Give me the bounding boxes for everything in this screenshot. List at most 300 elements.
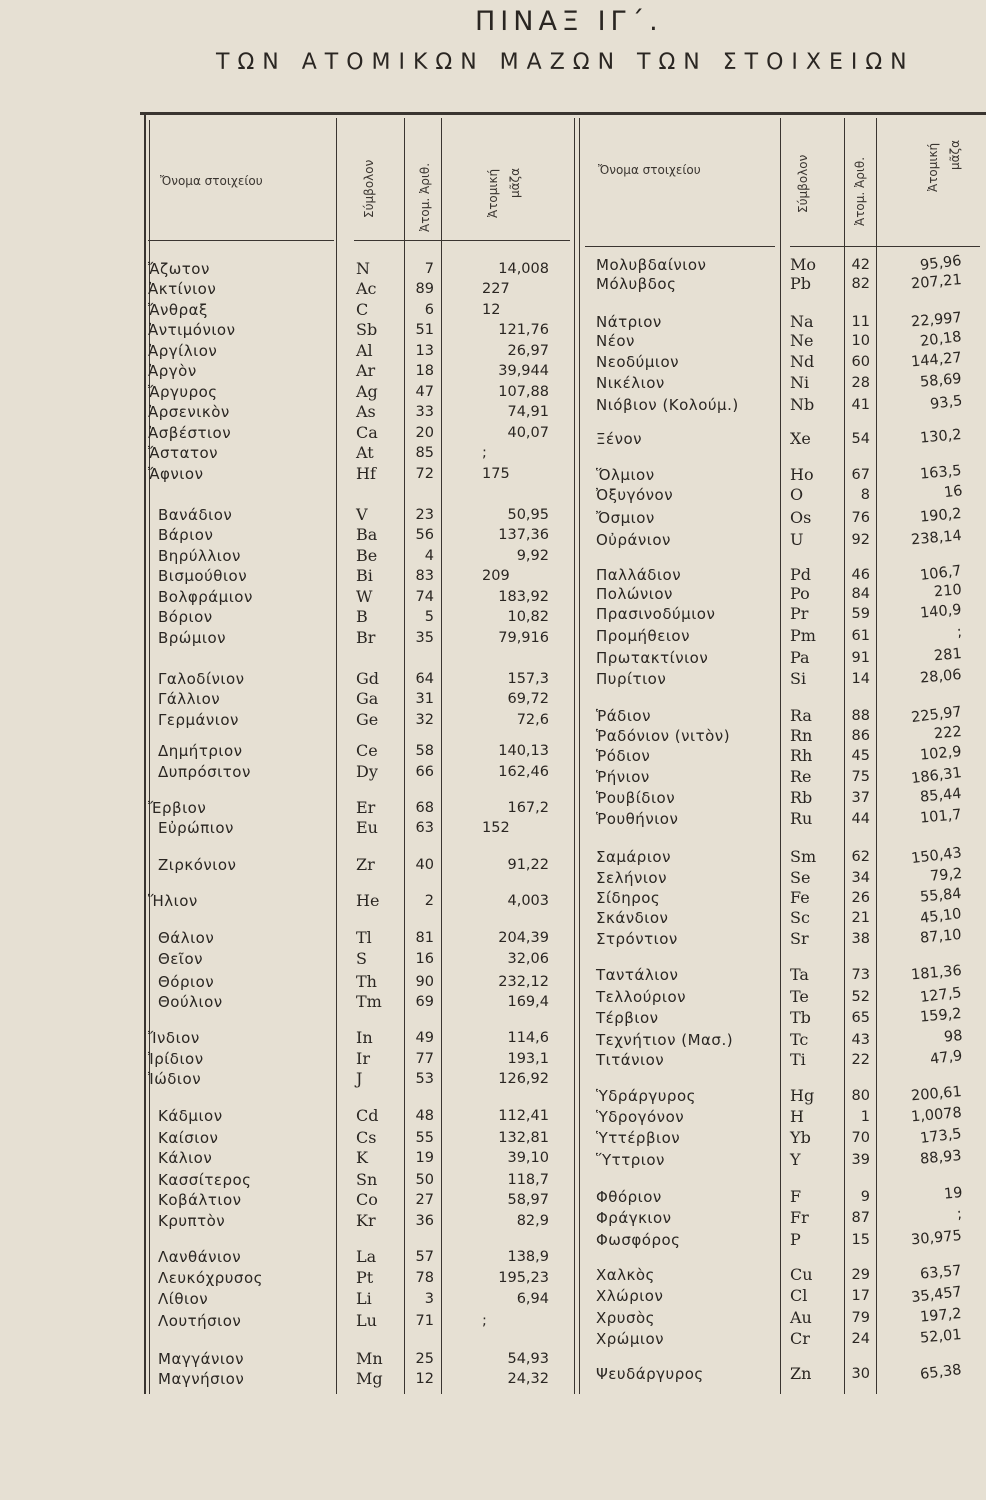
atomic-number: 55 [415,1130,434,1146]
atomic-mass: 126,92 [498,1071,549,1087]
atomic-number: 58 [415,743,434,759]
element-name: Φθόριον [596,1188,662,1206]
atomic-number: 12 [415,1371,434,1387]
element-symbol: Pb [790,274,812,293]
element-symbol: Sm [790,847,817,866]
atomic-number: 17 [851,1288,870,1304]
element-symbol: Br [356,628,376,647]
element-name: Ῥουβίδιον [596,789,676,807]
atomic-number: 33 [415,404,434,420]
atomic-number: 88 [851,708,870,724]
element-symbol: V [356,505,368,524]
atomic-number: 89 [415,281,434,297]
header-mass-right-1: Ἀτομική [926,142,940,192]
header-mass-right-2: μᾶζα [948,140,962,170]
element-symbol: Se [790,868,811,887]
element-name: Σκάνδιον [596,909,669,927]
atomic-number: 30 [851,1366,870,1382]
atomic-mass: 190,2 [919,506,963,526]
atomic-mass: 130,2 [919,427,963,447]
atomic-number: 22 [851,1052,870,1068]
atomic-mass: 22,997 [910,310,963,331]
element-symbol: At [356,443,374,462]
element-symbol: Ba [356,525,378,544]
atomic-mass: ; [482,445,487,461]
atomic-mass: 58,69 [919,371,963,391]
element-name: Ψευδάργυρος [596,1365,704,1383]
element-symbol: Kr [356,1211,376,1230]
atomic-mass: 152 [482,820,510,836]
atomic-mass: 74,91 [507,404,549,420]
element-name: Δημήτριον [158,742,243,760]
atomic-mass: 6,94 [516,1291,549,1307]
atomic-mass: 65,38 [919,1362,963,1384]
element-symbol: Ag [356,382,378,401]
atomic-number: 1 [860,1109,870,1125]
page-subtitle: ΤΩΝ ΑΤΟΜΙΚΩΝ ΜΑΖΩΝ ΤΩΝ ΣΤΟΙΧΕΙΩΝ [216,50,915,75]
atomic-number: 29 [851,1267,870,1283]
atomic-mass: 47,9 [928,1048,963,1068]
element-name: Κοβάλτιον [158,1191,242,1209]
atomic-mass: 4,003 [507,893,549,909]
atomic-number: 25 [415,1351,434,1367]
element-symbol: Cu [790,1265,813,1284]
atomic-mass: 238,14 [910,528,963,549]
element-name: Πρωτακτίνιον [596,649,709,667]
atomic-number: 49 [415,1030,434,1046]
atomic-mass: 58,97 [507,1192,549,1208]
element-name: Ἀρσενικὸν [148,403,230,421]
atomic-number: 78 [415,1270,434,1286]
atomic-number: 82 [851,276,870,292]
page-title: ΠΙΝΑΞ ΙΓ΄. [475,6,663,37]
atomic-number: 3 [424,1291,434,1307]
atomic-number: 52 [851,989,870,1005]
atomic-mass: 45,10 [919,906,963,928]
element-symbol: Mn [356,1349,383,1368]
atomic-mass: 181,36 [910,963,963,984]
atomic-mass: 20,18 [919,329,963,351]
col-line-number-left [404,118,405,1394]
element-name: Ὄσμιον [596,509,655,527]
element-name: Θάλιον [158,929,215,947]
element-name: Ὑδρογόνον [596,1108,685,1126]
atomic-mass: ; [956,624,963,641]
element-symbol: Po [790,584,810,603]
atomic-mass: 204,39 [498,930,549,946]
atomic-mass: 144,27 [910,350,963,371]
atomic-mass: 118,7 [507,1172,549,1188]
atomic-number: 35 [415,630,434,646]
element-symbol: Xe [790,429,811,448]
element-name: Ξένον [596,430,643,448]
element-name: Νεοδύμιον [596,353,680,371]
element-name: Προμήθειον [596,627,690,645]
atomic-number: 54 [851,431,870,447]
atomic-number: 90 [415,974,434,990]
atomic-number: 92 [851,532,870,548]
atomic-mass: 30,975 [910,1228,963,1249]
element-symbol: Os [790,508,812,527]
element-name: Χρώμιον [596,1330,665,1348]
element-symbol: H [790,1107,804,1126]
element-name: Ὑττέρβιον [596,1129,681,1147]
element-name: Ταντάλιον [596,966,679,984]
header-number-right: Ἀτομ. Ἀριθ. [853,156,867,226]
element-name: Πρασινοδύμιον [596,605,716,623]
atomic-mass: 195,23 [498,1270,549,1286]
atomic-number: 21 [851,910,870,926]
element-name: Λανθάνιον [158,1248,242,1266]
atomic-mass: 114,6 [507,1030,549,1046]
atomic-mass: 69,72 [507,691,549,707]
col-line-symbol-right [780,118,781,1394]
element-name: Βόριον [158,608,213,626]
element-symbol: Si [790,669,807,688]
element-name: Λουτήσιον [158,1312,242,1330]
element-name: Σίδηρος [596,889,661,907]
atomic-number: 41 [851,397,870,413]
atomic-mass: 207,21 [910,272,963,293]
element-symbol: La [356,1247,377,1266]
element-symbol: W [356,587,373,606]
element-symbol: Ti [790,1050,806,1069]
atomic-mass: 157,3 [507,671,549,687]
element-symbol: He [356,891,380,910]
header-rule-left [148,240,334,241]
element-name: Πολώνιον [596,585,673,603]
atomic-number: 66 [415,764,434,780]
element-name: Λίθιον [158,1290,209,1308]
element-symbol: S [356,949,367,968]
element-symbol: Ru [790,809,813,828]
atomic-number: 63 [415,820,434,836]
element-name: Ῥόδιον [596,747,651,765]
element-symbol: Fr [790,1208,809,1227]
element-name: Θούλιον [158,993,223,1011]
atomic-mass: 52,01 [919,1327,963,1347]
atomic-mass: 87,10 [919,927,963,947]
atomic-mass: 227 [482,281,510,297]
element-symbol: Th [356,972,377,991]
atomic-number: 43 [851,1032,870,1048]
element-name: Ἔρβιον [148,799,207,817]
atomic-number: 74 [415,589,434,605]
atomic-number: 81 [415,930,434,946]
atomic-number: 31 [415,691,434,707]
atomic-number: 83 [415,568,434,584]
atomic-number: 5 [424,609,434,625]
col-line-center-b [579,118,580,1394]
atomic-mass: 200,61 [910,1084,963,1105]
atomic-mass: 14,008 [498,261,549,277]
atomic-number: 57 [415,1249,434,1265]
header-mass-left-2: μᾶζα [508,168,522,198]
atomic-mass: 79,916 [498,630,549,646]
atomic-number: 86 [851,728,870,744]
atomic-mass: 63,57 [919,1263,963,1283]
element-symbol: Y [790,1150,801,1169]
atomic-number: 69 [415,994,434,1010]
atomic-number: 19 [415,1150,434,1166]
atomic-number: 76 [851,510,870,526]
element-symbol: Fe [790,888,810,907]
element-symbol: J [356,1069,363,1088]
atomic-mass: 39,944 [498,363,549,379]
header-name-right: Ὄνομα στοιχείου [598,163,701,177]
atomic-number: 56 [415,527,434,543]
atomic-mass: 186,31 [910,765,963,788]
atomic-number: 79 [851,1310,870,1326]
atomic-mass: ; [482,1313,487,1329]
atomic-mass: 55,84 [919,886,963,906]
element-symbol: U [790,530,804,549]
element-symbol: Pd [790,565,812,584]
element-name: Κασσίτερος [158,1171,252,1189]
atomic-mass: 32,06 [507,951,549,967]
element-name: Θόριον [158,973,215,991]
element-name: Κάλιον [158,1149,213,1167]
element-symbol: Rn [790,726,813,745]
atomic-number: 73 [851,967,870,983]
header-symbol-left: Σύμβολον [362,159,376,218]
atomic-number: 85 [415,445,434,461]
atomic-mass: 140,13 [498,743,549,759]
element-symbol: Te [790,987,809,1006]
header-rule-right-2 [790,246,980,247]
atomic-mass: 209 [482,568,510,584]
atomic-number: 72 [415,466,434,482]
header-number-left: Ἀτομ. Ἀριθ. [418,162,432,232]
atomic-number: 28 [851,375,870,391]
atomic-number: 39 [851,1152,870,1168]
atomic-mass: ; [956,1206,963,1223]
atomic-number: 84 [851,586,870,602]
element-symbol: Ga [356,689,379,708]
element-name: Γάλλιον [158,690,221,708]
atomic-mass: 150,43 [910,845,963,868]
element-name: Νικέλιον [596,374,665,392]
header-rule-left-2 [354,240,570,241]
element-symbol: Ni [790,373,810,392]
element-symbol: Be [356,546,378,565]
atomic-number: 46 [851,567,870,583]
element-name: Χαλκὸς [596,1266,655,1284]
element-name: Γερμάνιον [158,711,239,729]
element-symbol: Au [790,1308,812,1327]
element-name: Δυπρόσιτον [158,763,251,781]
atomic-mass: 137,36 [498,527,549,543]
atomic-number: 64 [415,671,434,687]
atomic-number: 60 [851,354,870,370]
element-name: Τιτάνιον [596,1051,665,1069]
atomic-number: 9 [860,1189,870,1205]
atomic-number: 18 [415,363,434,379]
element-symbol: Ne [790,331,814,350]
atomic-mass: 140,9 [919,602,963,622]
atomic-mass: 19 [942,1185,963,1203]
atomic-mass: 225,97 [910,704,963,727]
element-name: Εὐρώπιον [158,819,234,837]
element-name: Χλώριον [596,1287,664,1305]
element-name: Νιόβιον (Κολούμ.) [596,396,739,414]
atomic-number: 45 [851,748,870,764]
element-symbol: Gd [356,669,380,688]
element-symbol: K [356,1148,368,1167]
element-name: Θεῖον [158,950,204,968]
element-symbol: Tc [790,1030,809,1049]
element-name: Ἄργυρος [148,383,218,401]
atomic-mass: 85,44 [919,786,963,806]
element-name: Ἰρίδιον [148,1050,204,1068]
element-symbol: Lu [356,1311,377,1330]
atomic-number: 26 [851,890,870,906]
atomic-mass: 138,9 [507,1249,549,1265]
element-symbol: Ho [790,465,814,484]
element-name: Στρόντιον [596,930,678,948]
atomic-mass: 72,6 [516,712,549,728]
atomic-mass: 102,9 [919,744,963,764]
atomic-mass: 24,32 [507,1371,549,1387]
atomic-number: 8 [860,487,870,503]
element-name: Τελλούριον [596,988,687,1006]
atomic-mass: 10,82 [507,609,549,625]
element-name: Βάριον [158,526,214,544]
atomic-mass: 95,96 [919,253,963,275]
atomic-mass: 169,4 [507,994,549,1010]
atomic-number: 68 [415,800,434,816]
element-symbol: Tl [356,928,372,947]
atomic-number: 77 [415,1051,434,1067]
element-symbol: Cs [356,1128,377,1147]
element-symbol: N [356,259,370,278]
element-name: Ῥουθήνιον [596,810,679,828]
atomic-number: 59 [851,606,870,622]
element-symbol: Al [356,341,373,360]
atomic-number: 80 [851,1088,870,1104]
header-name-left: Ὄνομα στοιχείου [160,174,263,188]
atomic-mass: 159,2 [919,1006,963,1026]
atomic-number: 24 [851,1331,870,1347]
element-symbol: Sn [356,1170,378,1189]
element-name: Ἥλιον [148,892,198,910]
atomic-mass: 9,92 [516,548,549,564]
atomic-mass: 167,2 [507,800,549,816]
element-symbol: Na [790,312,814,331]
element-symbol: Dy [356,762,378,781]
element-name: Ἀργὸν [148,362,197,380]
atomic-mass: 163,5 [919,463,963,483]
atomic-number: 65 [851,1010,870,1026]
element-name: Μόλυβδος [596,275,677,293]
element-name: Βρώμιον [158,629,227,647]
atomic-number: 61 [851,628,870,644]
element-symbol: Pt [356,1268,374,1287]
element-symbol: Rb [790,788,813,807]
atomic-mass: 193,1 [507,1051,549,1067]
atomic-mass: 35,457 [910,1284,963,1307]
atomic-mass: 106,7 [919,563,963,585]
element-symbol: Ca [356,423,378,442]
element-symbol: Zr [356,855,375,874]
col-line-number-right [844,118,845,1394]
element-symbol: F [790,1187,802,1206]
element-name: Ζιρκόνιον [158,856,237,874]
atomic-number: 38 [851,931,870,947]
atomic-number: 44 [851,811,870,827]
atomic-mass: 82,9 [516,1213,549,1229]
atomic-mass: 222 [933,724,963,743]
element-symbol: Nb [790,395,815,414]
element-name: Σαμάριον [596,848,671,866]
element-symbol: Ce [356,741,378,760]
atomic-number: 70 [851,1130,870,1146]
atomic-mass: 12 [482,302,501,318]
atomic-mass: 112,41 [498,1108,549,1124]
element-symbol: Re [790,767,812,786]
element-symbol: Sb [356,320,378,339]
atomic-number: 7 [424,261,434,277]
atomic-mass: 93,5 [928,393,963,413]
element-name: Μαγγάνιον [158,1350,244,1368]
atomic-number: 4 [424,548,434,564]
element-symbol: Bi [356,566,373,585]
atomic-mass: 232,12 [498,974,549,990]
atomic-mass: 98 [942,1028,963,1046]
element-name: Σελήνιον [596,869,667,887]
element-symbol: Sc [790,908,810,927]
element-symbol: Tb [790,1008,811,1027]
atomic-number: 15 [851,1232,870,1248]
element-name: Φράγκιον [596,1209,672,1227]
element-symbol: Eu [356,818,378,837]
atomic-mass: 26,97 [507,343,549,359]
element-symbol: Ar [356,361,376,380]
element-symbol: O [790,485,804,504]
header-rule-right [585,246,775,247]
element-name: Τεχνήτιον (Μασ.) [596,1031,734,1049]
atomic-number: 23 [415,507,434,523]
element-name: Ῥήνιον [596,768,650,786]
atomic-mass: 173,5 [919,1126,963,1148]
element-symbol: Cl [790,1286,808,1305]
element-symbol: Ir [356,1049,370,1068]
atomic-mass: 197,2 [919,1306,963,1326]
atomic-number: 91 [851,650,870,666]
atomic-number: 32 [415,712,434,728]
atomic-mass: 121,76 [498,322,549,338]
element-symbol: Li [356,1289,372,1308]
element-name: Βισμούθιον [158,567,248,585]
atomic-number: 36 [415,1213,434,1229]
atomic-mass: 28,06 [919,667,963,687]
element-name: Κάδμιον [158,1107,223,1125]
header-mass-left-1: Ἀτομική [486,168,500,218]
atomic-number: 47 [415,384,434,400]
atomic-mass: 183,92 [498,589,549,605]
element-symbol: Pr [790,604,809,623]
atomic-mass: 162,46 [498,764,549,780]
element-symbol: In [356,1028,373,1047]
element-name: Ἄζωτον [148,260,210,278]
col-line-center-a [574,118,575,1394]
element-symbol: C [356,300,369,319]
element-name: Ἰώδιον [148,1070,202,1088]
element-name: Ὑδράργυρος [596,1087,696,1105]
element-symbol: Cd [356,1106,379,1125]
header-symbol-right: Σύμβολον [796,154,810,213]
atomic-number: 87 [851,1210,870,1226]
